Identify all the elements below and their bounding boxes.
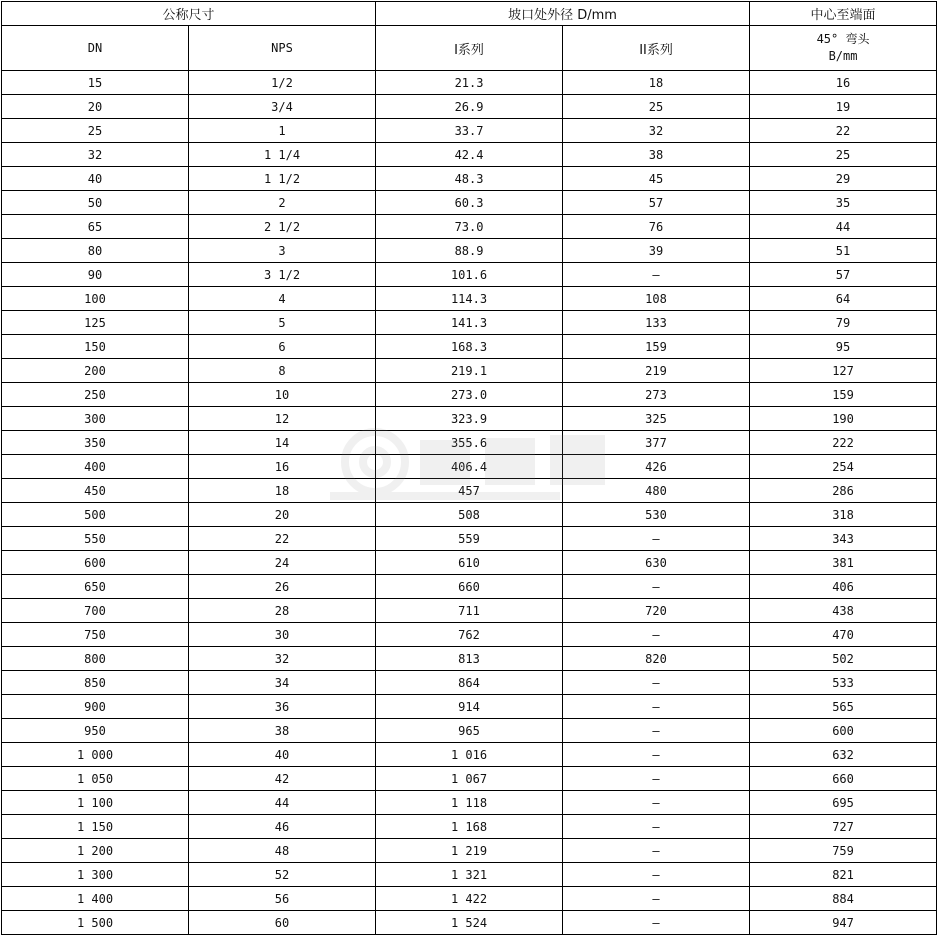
cell-dn: 1 200 (2, 839, 189, 863)
cell-nps: 44 (189, 791, 376, 815)
cell-series-1: 1 219 (376, 839, 563, 863)
cell-nps: 4 (189, 287, 376, 311)
cell-nps: 5 (189, 311, 376, 335)
table-row (2, 167, 937, 191)
cell-series-1: 101.6 (376, 263, 563, 287)
cell-series-1: 26.9 (376, 95, 563, 119)
cell-series-2: 133 (563, 311, 750, 335)
cell-series-1: 660 (376, 575, 563, 599)
cell-series-2: 273 (563, 383, 750, 407)
header-nominal-size: 公称尺寸 (2, 2, 376, 26)
table-row (2, 71, 937, 95)
cell-45-elbow-b: 947 (750, 911, 937, 935)
cell-series-1: 168.3 (376, 335, 563, 359)
cell-45-elbow-b: 821 (750, 863, 937, 887)
cell-45-elbow-b: 254 (750, 455, 937, 479)
table-row (2, 215, 937, 239)
cell-series-1: 762 (376, 623, 563, 647)
cell-nps: 38 (189, 719, 376, 743)
table-row (2, 671, 937, 695)
cell-nps: 6 (189, 335, 376, 359)
cell-dn: 1 100 (2, 791, 189, 815)
cell-dn: 200 (2, 359, 189, 383)
table-row (2, 119, 937, 143)
cell-series-1: 33.7 (376, 119, 563, 143)
cell-45-elbow-b: 470 (750, 623, 937, 647)
cell-series-2: — (563, 815, 750, 839)
table-row (2, 191, 937, 215)
cell-45-elbow-b: 190 (750, 407, 937, 431)
cell-dn: 450 (2, 479, 189, 503)
cell-series-2: — (563, 863, 750, 887)
cell-dn: 1 050 (2, 767, 189, 791)
cell-series-1: 610 (376, 551, 563, 575)
cell-dn: 32 (2, 143, 189, 167)
table-row (2, 791, 937, 815)
cell-dn: 1 150 (2, 815, 189, 839)
cell-dn: 650 (2, 575, 189, 599)
cell-dn: 1 400 (2, 887, 189, 911)
cell-45-elbow-b: 57 (750, 263, 937, 287)
table-row (2, 335, 937, 359)
cell-45-elbow-b: 64 (750, 287, 937, 311)
cell-dn: 500 (2, 503, 189, 527)
cell-series-2: 720 (563, 599, 750, 623)
cell-series-2: — (563, 791, 750, 815)
cell-series-1: 864 (376, 671, 563, 695)
cell-series-2: — (563, 527, 750, 551)
header-nps: NPS (189, 26, 376, 71)
cell-45-elbow-b: 565 (750, 695, 937, 719)
cell-45-elbow-b: 35 (750, 191, 937, 215)
cell-nps: 12 (189, 407, 376, 431)
cell-nps: 52 (189, 863, 376, 887)
table-row (2, 551, 937, 575)
table-row (2, 311, 937, 335)
table-row (2, 527, 937, 551)
cell-series-1: 141.3 (376, 311, 563, 335)
cell-nps: 22 (189, 527, 376, 551)
header-series-2: II系列 (563, 26, 750, 71)
cell-dn: 750 (2, 623, 189, 647)
table-row (2, 839, 937, 863)
header-row-sub (2, 26, 937, 71)
cell-series-2: — (563, 263, 750, 287)
cell-series-1: 219.1 (376, 359, 563, 383)
table-row (2, 767, 937, 791)
cell-dn: 700 (2, 599, 189, 623)
table-row (2, 287, 937, 311)
cell-series-2: — (563, 575, 750, 599)
cell-series-1: 323.9 (376, 407, 563, 431)
cell-dn: 15 (2, 71, 189, 95)
cell-dn: 125 (2, 311, 189, 335)
cell-dn: 1 000 (2, 743, 189, 767)
cell-nps: 3 1/2 (189, 263, 376, 287)
cell-nps: 48 (189, 839, 376, 863)
cell-45-elbow-b: 286 (750, 479, 937, 503)
header-45-elbow-label: 45° 弯头 (816, 32, 870, 46)
cell-series-2: 219 (563, 359, 750, 383)
cell-series-2: 377 (563, 431, 750, 455)
cell-dn: 350 (2, 431, 189, 455)
cell-series-2: — (563, 839, 750, 863)
table-row (2, 359, 937, 383)
cell-series-1: 21.3 (376, 71, 563, 95)
cell-45-elbow-b: 381 (750, 551, 937, 575)
cell-series-2: — (563, 887, 750, 911)
cell-45-elbow-b: 159 (750, 383, 937, 407)
cell-series-2: 820 (563, 647, 750, 671)
cell-series-1: 914 (376, 695, 563, 719)
cell-nps: 26 (189, 575, 376, 599)
cell-series-2: — (563, 719, 750, 743)
cell-series-1: 42.4 (376, 143, 563, 167)
cell-series-1: 813 (376, 647, 563, 671)
cell-series-1: 1 016 (376, 743, 563, 767)
cell-series-2: 630 (563, 551, 750, 575)
cell-nps: 8 (189, 359, 376, 383)
cell-series-2: 57 (563, 191, 750, 215)
cell-series-2: 39 (563, 239, 750, 263)
cell-nps: 1 1/2 (189, 167, 376, 191)
cell-series-2: 38 (563, 143, 750, 167)
table-row (2, 479, 937, 503)
elbow-dimension-table (1, 1, 937, 935)
cell-45-elbow-b: 51 (750, 239, 937, 263)
table-row (2, 599, 937, 623)
cell-series-2: 159 (563, 335, 750, 359)
cell-series-2: 426 (563, 455, 750, 479)
cell-series-1: 1 524 (376, 911, 563, 935)
cell-45-elbow-b: 759 (750, 839, 937, 863)
cell-nps: 18 (189, 479, 376, 503)
header-center-to-end: 中心至端面 (750, 2, 937, 26)
cell-45-elbow-b: 502 (750, 647, 937, 671)
cell-series-1: 406.4 (376, 455, 563, 479)
table-row (2, 455, 937, 479)
header-series-1: I系列 (376, 26, 563, 71)
cell-nps: 20 (189, 503, 376, 527)
cell-dn: 20 (2, 95, 189, 119)
cell-series-1: 508 (376, 503, 563, 527)
cell-45-elbow-b: 632 (750, 743, 937, 767)
cell-dn: 550 (2, 527, 189, 551)
cell-dn: 400 (2, 455, 189, 479)
cell-series-1: 273.0 (376, 383, 563, 407)
cell-dn: 150 (2, 335, 189, 359)
table-row (2, 911, 937, 935)
cell-nps: 56 (189, 887, 376, 911)
cell-series-1: 1 067 (376, 767, 563, 791)
cell-nps: 2 1/2 (189, 215, 376, 239)
cell-series-1: 48.3 (376, 167, 563, 191)
cell-45-elbow-b: 29 (750, 167, 937, 191)
cell-series-2: 108 (563, 287, 750, 311)
cell-series-1: 88.9 (376, 239, 563, 263)
table-row (2, 695, 937, 719)
table-row (2, 647, 937, 671)
cell-dn: 900 (2, 695, 189, 719)
cell-series-2: — (563, 623, 750, 647)
cell-45-elbow-b: 406 (750, 575, 937, 599)
header-bevel-outside-diameter: 坡口处外径 D/mm (376, 2, 750, 26)
cell-series-2: — (563, 767, 750, 791)
cell-dn: 800 (2, 647, 189, 671)
cell-45-elbow-b: 79 (750, 311, 937, 335)
cell-series-1: 457 (376, 479, 563, 503)
cell-series-2: 530 (563, 503, 750, 527)
cell-45-elbow-b: 95 (750, 335, 937, 359)
cell-dn: 250 (2, 383, 189, 407)
cell-series-1: 1 321 (376, 863, 563, 887)
table-row (2, 719, 937, 743)
cell-45-elbow-b: 600 (750, 719, 937, 743)
cell-45-elbow-b: 660 (750, 767, 937, 791)
cell-nps: 3 (189, 239, 376, 263)
table-row (2, 503, 937, 527)
cell-dn: 1 300 (2, 863, 189, 887)
header-dn: DN (2, 26, 189, 71)
header-row-top (2, 2, 937, 26)
cell-series-1: 711 (376, 599, 563, 623)
cell-45-elbow-b: 533 (750, 671, 937, 695)
cell-series-2: 480 (563, 479, 750, 503)
table-row (2, 431, 937, 455)
cell-nps: 60 (189, 911, 376, 935)
cell-series-2: 18 (563, 71, 750, 95)
cell-series-1: 114.3 (376, 287, 563, 311)
cell-series-2: 32 (563, 119, 750, 143)
cell-dn: 600 (2, 551, 189, 575)
cell-nps: 46 (189, 815, 376, 839)
cell-45-elbow-b: 127 (750, 359, 937, 383)
cell-series-2: 325 (563, 407, 750, 431)
cell-nps: 30 (189, 623, 376, 647)
cell-nps: 1/2 (189, 71, 376, 95)
cell-dn: 25 (2, 119, 189, 143)
cell-45-elbow-b: 884 (750, 887, 937, 911)
cell-nps: 16 (189, 455, 376, 479)
cell-45-elbow-b: 44 (750, 215, 937, 239)
table-body (2, 71, 937, 935)
cell-dn: 90 (2, 263, 189, 287)
cell-45-elbow-b: 19 (750, 95, 937, 119)
table-row (2, 239, 937, 263)
cell-45-elbow-b: 727 (750, 815, 937, 839)
cell-45-elbow-b: 318 (750, 503, 937, 527)
cell-nps: 32 (189, 647, 376, 671)
cell-45-elbow-b: 22 (750, 119, 937, 143)
cell-nps: 1 1/4 (189, 143, 376, 167)
table-row (2, 815, 937, 839)
cell-dn: 300 (2, 407, 189, 431)
cell-series-2: — (563, 743, 750, 767)
cell-nps: 34 (189, 671, 376, 695)
cell-nps: 42 (189, 767, 376, 791)
table-row (2, 383, 937, 407)
table-row (2, 95, 937, 119)
cell-series-1: 559 (376, 527, 563, 551)
cell-nps: 2 (189, 191, 376, 215)
table-row (2, 263, 937, 287)
cell-45-elbow-b: 343 (750, 527, 937, 551)
cell-dn: 40 (2, 167, 189, 191)
table-row (2, 407, 937, 431)
cell-dn: 50 (2, 191, 189, 215)
cell-series-1: 355.6 (376, 431, 563, 455)
cell-45-elbow-b: 438 (750, 599, 937, 623)
cell-45-elbow-b: 16 (750, 71, 937, 95)
cell-series-2: — (563, 671, 750, 695)
table-row (2, 143, 937, 167)
header-45-elbow (750, 26, 937, 71)
cell-45-elbow-b: 25 (750, 143, 937, 167)
cell-dn: 950 (2, 719, 189, 743)
cell-dn: 850 (2, 671, 189, 695)
cell-nps: 3/4 (189, 95, 376, 119)
cell-dn: 65 (2, 215, 189, 239)
cell-series-1: 1 118 (376, 791, 563, 815)
cell-series-2: — (563, 695, 750, 719)
cell-series-2: 25 (563, 95, 750, 119)
cell-dn: 80 (2, 239, 189, 263)
cell-nps: 14 (189, 431, 376, 455)
cell-series-1: 60.3 (376, 191, 563, 215)
table-row (2, 575, 937, 599)
table-row (2, 623, 937, 647)
cell-series-1: 965 (376, 719, 563, 743)
cell-series-2: 45 (563, 167, 750, 191)
cell-nps: 10 (189, 383, 376, 407)
table-header (2, 2, 937, 71)
cell-series-1: 1 422 (376, 887, 563, 911)
cell-series-2: — (563, 911, 750, 935)
cell-nps: 24 (189, 551, 376, 575)
cell-nps: 1 (189, 119, 376, 143)
table-row (2, 743, 937, 767)
header-45-elbow-unit: B/mm (828, 49, 858, 63)
cell-nps: 40 (189, 743, 376, 767)
cell-series-1: 73.0 (376, 215, 563, 239)
cell-45-elbow-b: 695 (750, 791, 937, 815)
table-row (2, 887, 937, 911)
cell-45-elbow-b: 222 (750, 431, 937, 455)
cell-series-1: 1 168 (376, 815, 563, 839)
table-row (2, 863, 937, 887)
cell-nps: 28 (189, 599, 376, 623)
cell-nps: 36 (189, 695, 376, 719)
cell-dn: 1 500 (2, 911, 189, 935)
cell-dn: 100 (2, 287, 189, 311)
cell-series-2: 76 (563, 215, 750, 239)
